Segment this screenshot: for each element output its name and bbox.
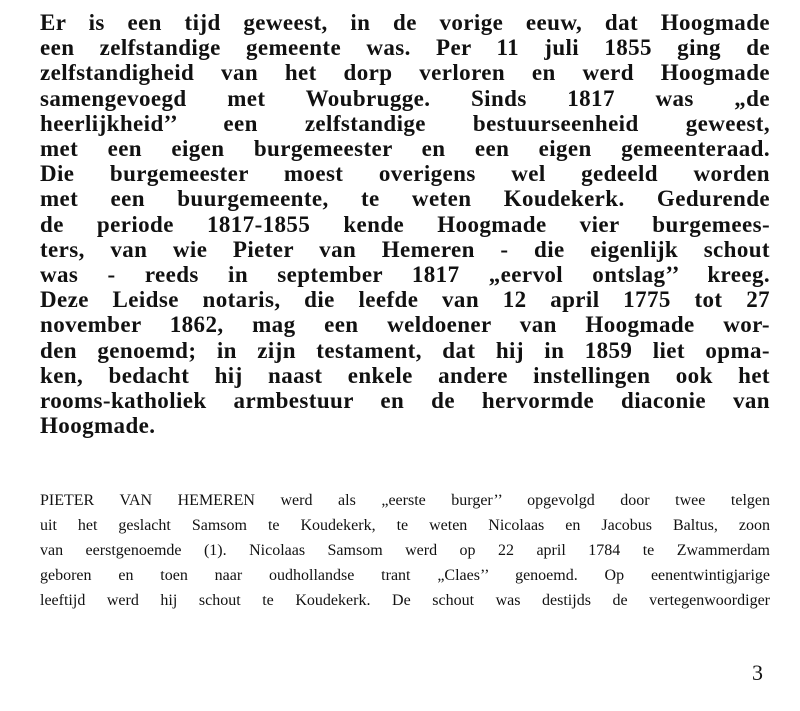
intro-paragraph: [40, 10, 770, 438]
body-line: uit het geslacht Samsom te Koudekerk, te weten Nicolaas en Jacobus Baltus, zoon: [40, 517, 770, 534]
intro-line: met een eigen burgemeester en een eigen gemeenteraad.: [40, 136, 770, 162]
intro-line: Deze Leidse notaris, die leefde van 12 april 1775 tot 27: [40, 287, 770, 313]
intro-line: Hoogmade.: [40, 413, 156, 439]
intro-line: met een buurgemeente, te weten Koudekerk. Gedurende: [40, 186, 770, 212]
intro-line: Die burgemeester moest overigens wel gedeeld worden: [40, 161, 770, 187]
intro-line: rooms-katholiek armbestuur en de hervormde diaconie van: [40, 388, 770, 414]
intro-line: een zelfstandige gemeente was. Per 11 juli 1855 ging de: [40, 35, 770, 61]
body-paragraph: [40, 488, 770, 613]
body-line: geboren en toen naar oudhollandse trant „Claes’’ genoemd. Op eenentwintigjarige: [40, 567, 770, 584]
intro-line: den genoemd; in zijn testament, dat hij in 1859 liet opma-: [40, 337, 770, 363]
body-line: PIETER VAN HEMEREN werd als „eerste burger’’ opgevolgd door twee telgen: [40, 492, 770, 509]
body-line: leeftijd werd hij schout te Koudekerk. De schout was destijds de vertegenwoordiger: [40, 592, 770, 609]
intro-line: samengevoegd met Woubrugge. Sinds 1817 was „de: [40, 85, 770, 111]
intro-line: heerlijkheid’’ een zelfstandige bestuurseenheid geweest,: [40, 110, 770, 136]
intro-line: ters, van wie Pieter van Hemeren - die eigenlijk schout: [40, 236, 770, 262]
intro-line: Er is een tijd geweest, in de vorige eeuw, dat Hoogmade: [40, 10, 770, 35]
intro-line: zelfstandigheid van het dorp verloren en werd Hoogmade: [40, 60, 770, 86]
intro-line: ken, bedacht hij naast enkele andere instellingen ook het: [40, 362, 770, 388]
body-line: van eerstgenoemde (1). Nicolaas Samsom werd op 22 april 1784 te Zwammerdam: [40, 542, 770, 559]
intro-line: de periode 1817-1855 kende Hoogmade vier burgemees-: [40, 211, 770, 237]
page-number: 3: [752, 660, 763, 685]
intro-line: was - reeds in september 1817 „eervol ontslag’’ kreeg.: [40, 262, 770, 288]
intro-line: november 1862, mag een weldoener van Hoogmade wor-: [40, 312, 770, 338]
